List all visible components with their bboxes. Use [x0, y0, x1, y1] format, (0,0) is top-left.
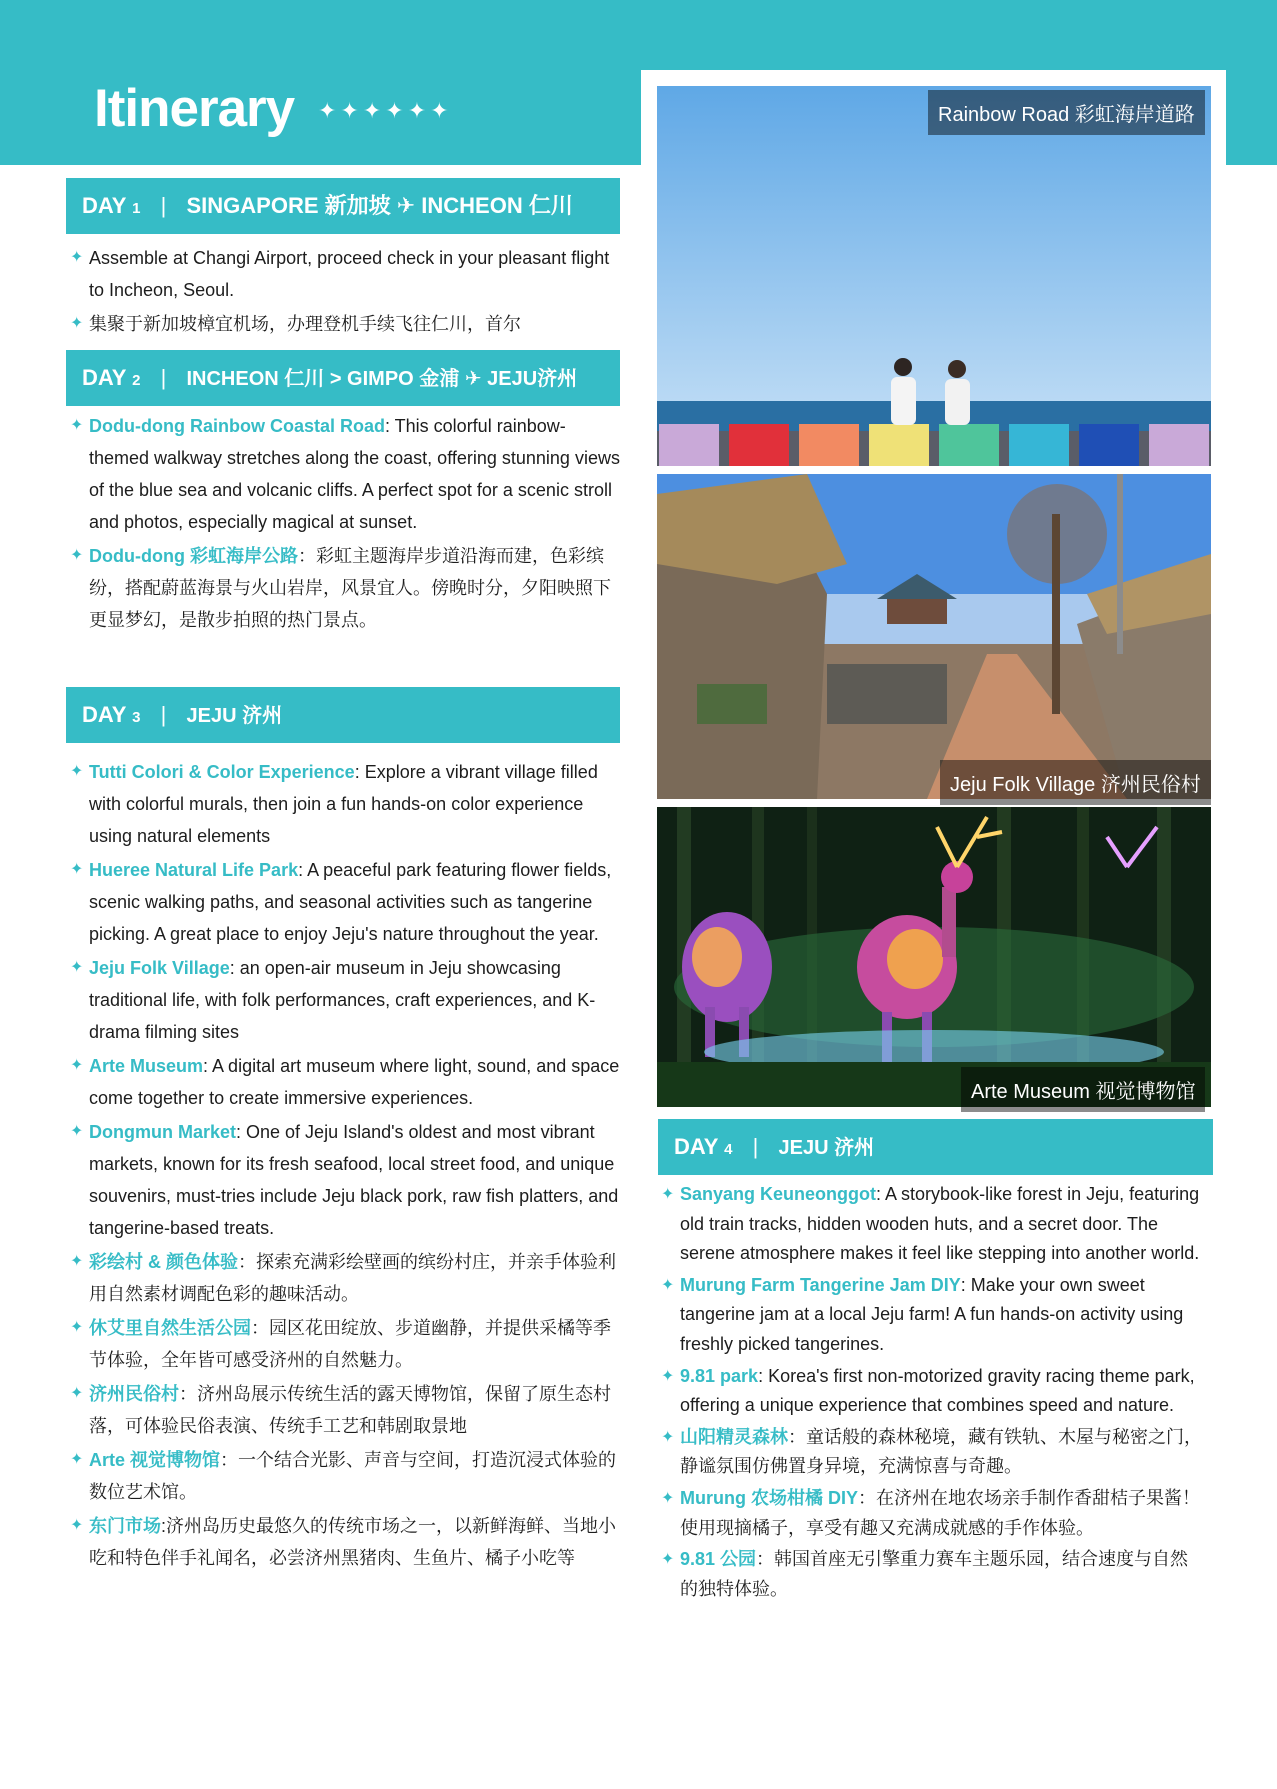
bullet-star-icon: ✦ — [70, 1123, 84, 1140]
page-title: Itinerary — [94, 79, 295, 138]
list-item: ✦ Arte Museum: A digital art museum where light, sound, and space come together to create immersive experiences. — [70, 1050, 625, 1114]
bullet-star-icon: ✦ — [70, 1057, 84, 1074]
rainbow-road-image — [657, 86, 1211, 466]
bullet-star-icon: ✦ — [70, 1385, 84, 1402]
list-item: ✦ 东门市场:济州岛历史最悠久的传统市场之一，以新鲜海鲜、当地小吃和特色伴手礼闻名，必尝济州黑猪肉、生鱼片、橘子小吃等 — [70, 1510, 625, 1574]
day1-number: 1 — [132, 200, 141, 217]
list-item: ✦ 济州民俗村：济州岛展示传统生活的露天博物馆，保留了原生态村落，可体验民俗表演、传统手工艺和韩剧取景地 — [70, 1378, 625, 1442]
bullet-star-icon: ✦ — [70, 249, 84, 266]
title-stars-icon: ✦✦✦✦✦✦ — [318, 98, 453, 123]
list-item: ✦ Murung 农场柑橘 DIY：在济州在地农场亲手制作香甜桔子果酱！使用现摘橘子，享受有趣又充满成就感的手作体验。 — [661, 1484, 1206, 1543]
photo-rainbow-road — [657, 86, 1211, 466]
list-item: ✦ Dodu-dong 彩虹海岸公路：彩虹主题海岸步道沿海而建，色彩缤纷，搭配蔚蓝海景与火山岩岸，风景宜人。傍晚时分，夕阳映照下更显梦幻，是散步拍照的热门景点。 — [70, 540, 625, 636]
day1-label: DAY — [82, 193, 127, 218]
bullet-star-icon: ✦ — [661, 1186, 675, 1203]
day3-header — [66, 687, 620, 743]
list-item: ✦ Murung Farm Tangerine Jam DIY: Make your own sweet tangerine jam at a local Jeju farm! A fun hands-on activity using freshly picked tangerines. — [661, 1271, 1206, 1360]
day2-number: 2 — [132, 372, 141, 389]
day1-list — [70, 242, 625, 342]
day2-list — [70, 410, 625, 638]
day4-route: JEJU 济州 — [778, 1137, 875, 1159]
list-item: ✦ Dodu-dong Rainbow Coastal Road: This colorful rainbow-themed walkway stretches along the coast, offering stunning views of the blue sea and volcanic cliffs. A perfect spot for a scenic stroll and photos, especially magical at sunset. — [70, 410, 625, 538]
day3-label: DAY — [82, 702, 127, 727]
list-item: ✦ Tutti Colori & Color Experience: Explore a vibrant village filled with colorful murals, then join a fun hands-on color experience using natural elements — [70, 756, 625, 852]
day4-list — [661, 1180, 1206, 1606]
bullet-star-icon: ✦ — [70, 1319, 84, 1336]
bullet-star-icon: ✦ — [70, 959, 84, 976]
day4-label: DAY — [674, 1134, 719, 1159]
list-item: ✦ 9.81 公园：韩国首座无引擎重力赛车主题乐园，结合速度与自然的独特体验。 — [661, 1545, 1206, 1604]
list-item: ✦ 9.81 park: Korea's first non-motorized gravity racing theme park, offering a unique experience that combines speed and nature. — [661, 1362, 1206, 1421]
day4-number: 4 — [724, 1141, 733, 1158]
day2-route: INCHEON 仁川 > GIMPO 金浦 ✈ JEJU济州 — [186, 368, 578, 390]
bullet-star-icon: ✦ — [70, 417, 84, 434]
list-item: ✦ 集聚于新加坡樟宜机场，办理登机手续飞往仁川，首尔 — [70, 308, 625, 340]
bullet-star-icon: ✦ — [70, 1253, 84, 1270]
list-item: ✦ Assemble at Changi Airport, proceed check in your pleasant flight to Incheon, Seoul. — [70, 242, 625, 306]
bullet-star-icon: ✦ — [661, 1551, 675, 1569]
day1-route: SINGAPORE 新加坡 ✈ INCHEON 仁川 — [186, 193, 573, 218]
folk-village-image — [657, 474, 1211, 799]
caption-jeju-folk-village: Jeju Folk Village 济州民俗村 — [940, 760, 1211, 805]
day3-separator: | — [160, 702, 167, 727]
list-item: ✦ 山阳精灵森林：童话般的森林秘境，藏有铁轨、木屋与秘密之门，静谧氛围仿佛置身异境，充满惊喜与奇趣。 — [661, 1423, 1206, 1482]
day3-number: 3 — [132, 709, 141, 726]
photo-arte-museum — [657, 807, 1211, 1107]
day2-separator: | — [160, 365, 167, 390]
caption-rainbow-road: Rainbow Road 彩虹海岸道路 — [928, 90, 1205, 135]
bullet-star-icon: ✦ — [661, 1276, 675, 1294]
day4-header — [658, 1119, 1213, 1175]
list-item: ✦ Hueree Natural Life Park: A peaceful park featuring flower fields, scenic walking paths, and seasonal activities such as tangerine picking. A great place to enjoy Jeju's nature throughout the year. — [70, 854, 625, 950]
bullet-star-icon: ✦ — [70, 763, 84, 780]
list-item: ✦ 彩绘村 & 颜色体验：探索充满彩绘壁画的缤纷村庄，并亲手体验利用自然素材调配色彩的趣味活动。 — [70, 1246, 625, 1310]
list-item: ✦ Sanyang Keuneonggot: A storybook-like forest in Jeju, featuring old train tracks, hidden wooden huts, and a secret door. The serene atmosphere makes it feel like stepping into another world. — [661, 1180, 1206, 1269]
day2-header — [66, 350, 620, 406]
photo-jeju-folk-village — [657, 474, 1211, 799]
bullet-star-icon: ✦ — [661, 1428, 675, 1446]
caption-arte-museum: Arte Museum 视觉博物馆 — [961, 1067, 1205, 1112]
day1-header — [66, 178, 620, 234]
day1-separator: | — [160, 193, 167, 218]
bullet-star-icon: ✦ — [661, 1367, 675, 1385]
arte-museum-image — [657, 807, 1211, 1107]
day3-list — [70, 756, 625, 1576]
list-item: ✦ 休艾里自然生活公园：园区花田绽放、步道幽静，并提供采橘等季节体验，全年皆可感受济州的自然魅力。 — [70, 1312, 625, 1376]
list-item: ✦ Arte 视觉博物馆：一个结合光影、声音与空间，打造沉浸式体验的数位艺术馆。 — [70, 1444, 625, 1508]
bullet-star-icon: ✦ — [661, 1489, 675, 1507]
bullet-star-icon: ✦ — [70, 1517, 84, 1534]
day2-label: DAY — [82, 365, 127, 390]
list-item: ✦ Jeju Folk Village: an open-air museum in Jeju showcasing traditional life, with folk performances, craft experiences, and K-drama filming sites — [70, 952, 625, 1048]
bullet-star-icon: ✦ — [70, 315, 84, 332]
bullet-star-icon: ✦ — [70, 861, 84, 878]
bullet-star-icon: ✦ — [70, 547, 84, 564]
day4-separator: | — [752, 1134, 759, 1159]
list-item: ✦ Dongmun Market: One of Jeju Island's oldest and most vibrant markets, known for its fresh seafood, local street food, and unique souvenirs, must-tries include Jeju black pork, raw fish platters, and tangerine-based treats. — [70, 1116, 625, 1244]
bullet-star-icon: ✦ — [70, 1451, 84, 1468]
day3-route: JEJU 济州 — [186, 705, 283, 727]
